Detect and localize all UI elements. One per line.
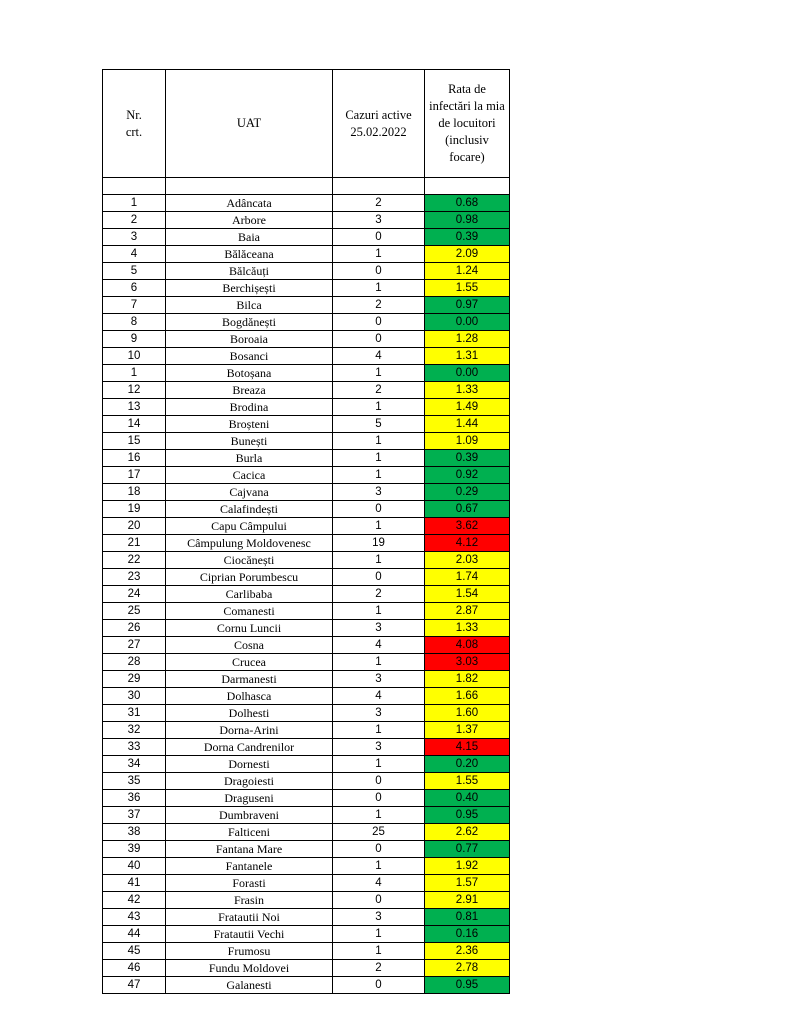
infection-rate-table [102, 69, 510, 994]
table-row [103, 943, 510, 960]
header-rate: Rata de infectări la mia de locuitori (inclusiv focare) [425, 70, 510, 178]
cell-cases: 4 [333, 688, 425, 705]
cell-uat: Baia [166, 229, 333, 246]
cell-cases: 1 [333, 722, 425, 739]
table-row [103, 671, 510, 688]
cell-cases: 0 [333, 569, 425, 586]
table-body [103, 178, 510, 994]
cell-uat: Adâncata [166, 195, 333, 212]
cell-rate: 2.62 [425, 824, 510, 841]
cell-uat: Crucea [166, 654, 333, 671]
cell-uat: Darmanesti [166, 671, 333, 688]
table-row [103, 212, 510, 229]
table-row [103, 484, 510, 501]
cell-uat: Dolhesti [166, 705, 333, 722]
cell-uat: Cajvana [166, 484, 333, 501]
cell-nr: 1 [103, 195, 166, 212]
cell-rate: 0.00 [425, 365, 510, 382]
cell-uat: Câmpulung Moldovenesc [166, 535, 333, 552]
cell-nr: 30 [103, 688, 166, 705]
cell-nr: 13 [103, 399, 166, 416]
cell-uat: Calafindești [166, 501, 333, 518]
cell-cases: 0 [333, 331, 425, 348]
cell-rate: 1.33 [425, 620, 510, 637]
cell-rate: 1.66 [425, 688, 510, 705]
cell-nr: 40 [103, 858, 166, 875]
cell-uat: Bunești [166, 433, 333, 450]
cell-rate: 0.67 [425, 501, 510, 518]
table-row [103, 705, 510, 722]
table-row [103, 909, 510, 926]
cell-rate: 1.24 [425, 263, 510, 280]
cell-nr: 17 [103, 467, 166, 484]
cell-cases: 3 [333, 484, 425, 501]
table-row [103, 807, 510, 824]
cell-nr: 4 [103, 246, 166, 263]
header-nr: Nr. crt. [103, 70, 166, 178]
cell-uat: Berchișești [166, 280, 333, 297]
cell-cases: 4 [333, 637, 425, 654]
table-row [103, 518, 510, 535]
cell-uat: Dolhasca [166, 688, 333, 705]
cell-rate: 2.91 [425, 892, 510, 909]
cell-cases: 1 [333, 433, 425, 450]
cell-cases: 2 [333, 586, 425, 603]
cell-cases: 1 [333, 926, 425, 943]
cell-uat: Broșteni [166, 416, 333, 433]
cell-nr: 23 [103, 569, 166, 586]
cell-cases: 19 [333, 535, 425, 552]
cell-rate: 1.37 [425, 722, 510, 739]
table-row [103, 790, 510, 807]
cell-uat: Boroaia [166, 331, 333, 348]
cell-uat: Arbore [166, 212, 333, 229]
cell-uat: Brodina [166, 399, 333, 416]
cell-uat: Galanesti [166, 977, 333, 994]
header-row [103, 70, 510, 178]
cell-cases: 1 [333, 654, 425, 671]
cell-uat: Bogdănești [166, 314, 333, 331]
cell-rate: 1.92 [425, 858, 510, 875]
cell-cases: 5 [333, 416, 425, 433]
table-row [103, 450, 510, 467]
cell-cases: 25 [333, 824, 425, 841]
cell-uat: Dorna-Arini [166, 722, 333, 739]
cell-nr: 3 [103, 229, 166, 246]
cell-uat: Fantana Mare [166, 841, 333, 858]
cell-rate: 0.00 [425, 314, 510, 331]
cell-rate: 1.28 [425, 331, 510, 348]
cell-cases: 3 [333, 909, 425, 926]
cell-rate: 1.33 [425, 382, 510, 399]
cell-rate: 0.98 [425, 212, 510, 229]
cell-rate: 1.82 [425, 671, 510, 688]
cell-uat: Bălcăuți [166, 263, 333, 280]
cell-uat: Cosna [166, 637, 333, 654]
cell-nr: 21 [103, 535, 166, 552]
cell-cases: 0 [333, 773, 425, 790]
cell-uat: Dumbraveni [166, 807, 333, 824]
cell-rate: 1.31 [425, 348, 510, 365]
cell-nr: 6 [103, 280, 166, 297]
cell-nr: 2 [103, 212, 166, 229]
cell-cases: 2 [333, 382, 425, 399]
cell-uat: Falticeni [166, 824, 333, 841]
cell-cases: 0 [333, 841, 425, 858]
table-row [103, 535, 510, 552]
cell-rate: 1.74 [425, 569, 510, 586]
cell-nr: 27 [103, 637, 166, 654]
cell-nr: 38 [103, 824, 166, 841]
cell-rate: 2.78 [425, 960, 510, 977]
table-row [103, 858, 510, 875]
cell-nr: 12 [103, 382, 166, 399]
cell-nr: 35 [103, 773, 166, 790]
cell-rate: 0.68 [425, 195, 510, 212]
cell-uat: Fratautii Noi [166, 909, 333, 926]
table-row [103, 892, 510, 909]
cell-rate: 0.81 [425, 909, 510, 926]
cell-uat: Fratautii Vechi [166, 926, 333, 943]
cell-uat: Frumosu [166, 943, 333, 960]
cell-rate: 0.16 [425, 926, 510, 943]
cell-rate: 0.92 [425, 467, 510, 484]
cell-nr: 45 [103, 943, 166, 960]
table-row [103, 875, 510, 892]
cell-nr: 10 [103, 348, 166, 365]
table-row [103, 773, 510, 790]
cell-rate: 1.44 [425, 416, 510, 433]
cell-cases: 1 [333, 467, 425, 484]
cell-rate: 4.12 [425, 535, 510, 552]
table-row [103, 399, 510, 416]
cell-uat: Comanesti [166, 603, 333, 620]
cell-cases: 0 [333, 314, 425, 331]
cell-nr: 47 [103, 977, 166, 994]
cell-uat: Fantanele [166, 858, 333, 875]
cell-cases: 3 [333, 620, 425, 637]
cell-rate: 1.49 [425, 399, 510, 416]
cell-nr: 44 [103, 926, 166, 943]
header-cases: Cazuri active 25.02.2022 [333, 70, 425, 178]
cell-cases: 0 [333, 790, 425, 807]
table-row [103, 195, 510, 212]
cell-cases: 3 [333, 671, 425, 688]
cell-cases: 1 [333, 518, 425, 535]
cell-rate: 0.40 [425, 790, 510, 807]
table-row [103, 365, 510, 382]
cell-nr: 5 [103, 263, 166, 280]
cell-nr: 41 [103, 875, 166, 892]
cell-rate: 2.03 [425, 552, 510, 569]
table-row [103, 314, 510, 331]
table-row [103, 841, 510, 858]
cell-cases: 4 [333, 875, 425, 892]
cell-uat: Dornesti [166, 756, 333, 773]
cell-uat: Cornu Luncii [166, 620, 333, 637]
cell-nr: 26 [103, 620, 166, 637]
table-row [103, 756, 510, 773]
cell-cases: 2 [333, 960, 425, 977]
table-row [103, 603, 510, 620]
cell-nr: 20 [103, 518, 166, 535]
cell-cases: 0 [333, 977, 425, 994]
cell-uat: Capu Câmpului [166, 518, 333, 535]
cell-nr: 24 [103, 586, 166, 603]
table-row [103, 263, 510, 280]
cell-uat: Draguseni [166, 790, 333, 807]
table-row [103, 433, 510, 450]
cell-rate: 0.97 [425, 297, 510, 314]
cell-rate: 2.87 [425, 603, 510, 620]
cell-nr: 19 [103, 501, 166, 518]
cell-rate: 0.39 [425, 450, 510, 467]
cell-rate: 4.15 [425, 739, 510, 756]
table-row [103, 586, 510, 603]
cell-nr: 15 [103, 433, 166, 450]
cell-rate: 3.62 [425, 518, 510, 535]
cell-uat: Forasti [166, 875, 333, 892]
table-row [103, 246, 510, 263]
cell-cases: 2 [333, 195, 425, 212]
table-row [103, 654, 510, 671]
cell-uat: Burla [166, 450, 333, 467]
cell-nr: 18 [103, 484, 166, 501]
table-row [103, 620, 510, 637]
cell-nr: 32 [103, 722, 166, 739]
cell-uat: Bălăceana [166, 246, 333, 263]
cell-nr: 42 [103, 892, 166, 909]
table-row [103, 569, 510, 586]
cell-nr: 39 [103, 841, 166, 858]
cell-rate: 0.39 [425, 229, 510, 246]
cell-cases: 1 [333, 756, 425, 773]
table-row [103, 331, 510, 348]
table-row [103, 382, 510, 399]
cell-cases: 1 [333, 943, 425, 960]
cell-nr: 1 [103, 365, 166, 382]
table-row [103, 926, 510, 943]
table-row [103, 960, 510, 977]
cell-nr: 43 [103, 909, 166, 926]
cell-uat: Ciprian Porumbescu [166, 569, 333, 586]
cell-cases: 0 [333, 501, 425, 518]
cell-uat: Cacica [166, 467, 333, 484]
table-row [103, 297, 510, 314]
cell-rate: 1.57 [425, 875, 510, 892]
table-row [103, 552, 510, 569]
cell-rate: 4.08 [425, 637, 510, 654]
cell-rate: 0.77 [425, 841, 510, 858]
cell-rate: 1.55 [425, 280, 510, 297]
cell-nr: 31 [103, 705, 166, 722]
cell-nr: 14 [103, 416, 166, 433]
cell-cases: 1 [333, 280, 425, 297]
header-separator [103, 178, 510, 195]
table-row [103, 977, 510, 994]
cell-rate: 1.55 [425, 773, 510, 790]
cell-nr: 25 [103, 603, 166, 620]
cell-uat: Dragoiesti [166, 773, 333, 790]
cell-uat: Ciocănești [166, 552, 333, 569]
cell-uat: Fundu Moldovei [166, 960, 333, 977]
cell-uat: Frasin [166, 892, 333, 909]
cell-rate: 0.29 [425, 484, 510, 501]
cell-cases: 0 [333, 263, 425, 280]
table-row [103, 824, 510, 841]
cell-nr: 22 [103, 552, 166, 569]
table-row [103, 280, 510, 297]
cell-uat: Carlibaba [166, 586, 333, 603]
cell-rate: 1.60 [425, 705, 510, 722]
cell-nr: 36 [103, 790, 166, 807]
table-row [103, 467, 510, 484]
table-row [103, 501, 510, 518]
cell-nr: 16 [103, 450, 166, 467]
cell-rate: 0.95 [425, 977, 510, 994]
cell-nr: 7 [103, 297, 166, 314]
table-row [103, 739, 510, 756]
cell-cases: 1 [333, 450, 425, 467]
cell-cases: 4 [333, 348, 425, 365]
cell-nr: 28 [103, 654, 166, 671]
cell-rate: 0.20 [425, 756, 510, 773]
cell-uat: Dorna Candrenilor [166, 739, 333, 756]
cell-nr: 9 [103, 331, 166, 348]
table-row [103, 688, 510, 705]
cell-rate: 2.36 [425, 943, 510, 960]
cell-nr: 29 [103, 671, 166, 688]
cell-nr: 34 [103, 756, 166, 773]
cell-uat: Bilca [166, 297, 333, 314]
cell-cases: 1 [333, 365, 425, 382]
cell-cases: 1 [333, 246, 425, 263]
cell-cases: 0 [333, 892, 425, 909]
cell-cases: 0 [333, 229, 425, 246]
cell-cases: 3 [333, 705, 425, 722]
header-uat: UAT [166, 70, 333, 178]
cell-uat: Bosanci [166, 348, 333, 365]
table-row [103, 348, 510, 365]
cell-rate: 1.54 [425, 586, 510, 603]
cell-nr: 8 [103, 314, 166, 331]
cell-cases: 2 [333, 297, 425, 314]
table-row [103, 229, 510, 246]
cell-rate: 1.09 [425, 433, 510, 450]
cell-nr: 33 [103, 739, 166, 756]
cell-rate: 2.09 [425, 246, 510, 263]
cell-uat: Botoșana [166, 365, 333, 382]
table-row [103, 637, 510, 654]
cell-uat: Breaza [166, 382, 333, 399]
cell-cases: 1 [333, 399, 425, 416]
table-row [103, 722, 510, 739]
cell-cases: 3 [333, 212, 425, 229]
cell-cases: 1 [333, 807, 425, 824]
cell-cases: 3 [333, 739, 425, 756]
cell-rate: 0.95 [425, 807, 510, 824]
cell-cases: 1 [333, 603, 425, 620]
cell-nr: 46 [103, 960, 166, 977]
cell-nr: 37 [103, 807, 166, 824]
cell-rate: 3.03 [425, 654, 510, 671]
cell-cases: 1 [333, 858, 425, 875]
cell-cases: 1 [333, 552, 425, 569]
table-row [103, 416, 510, 433]
